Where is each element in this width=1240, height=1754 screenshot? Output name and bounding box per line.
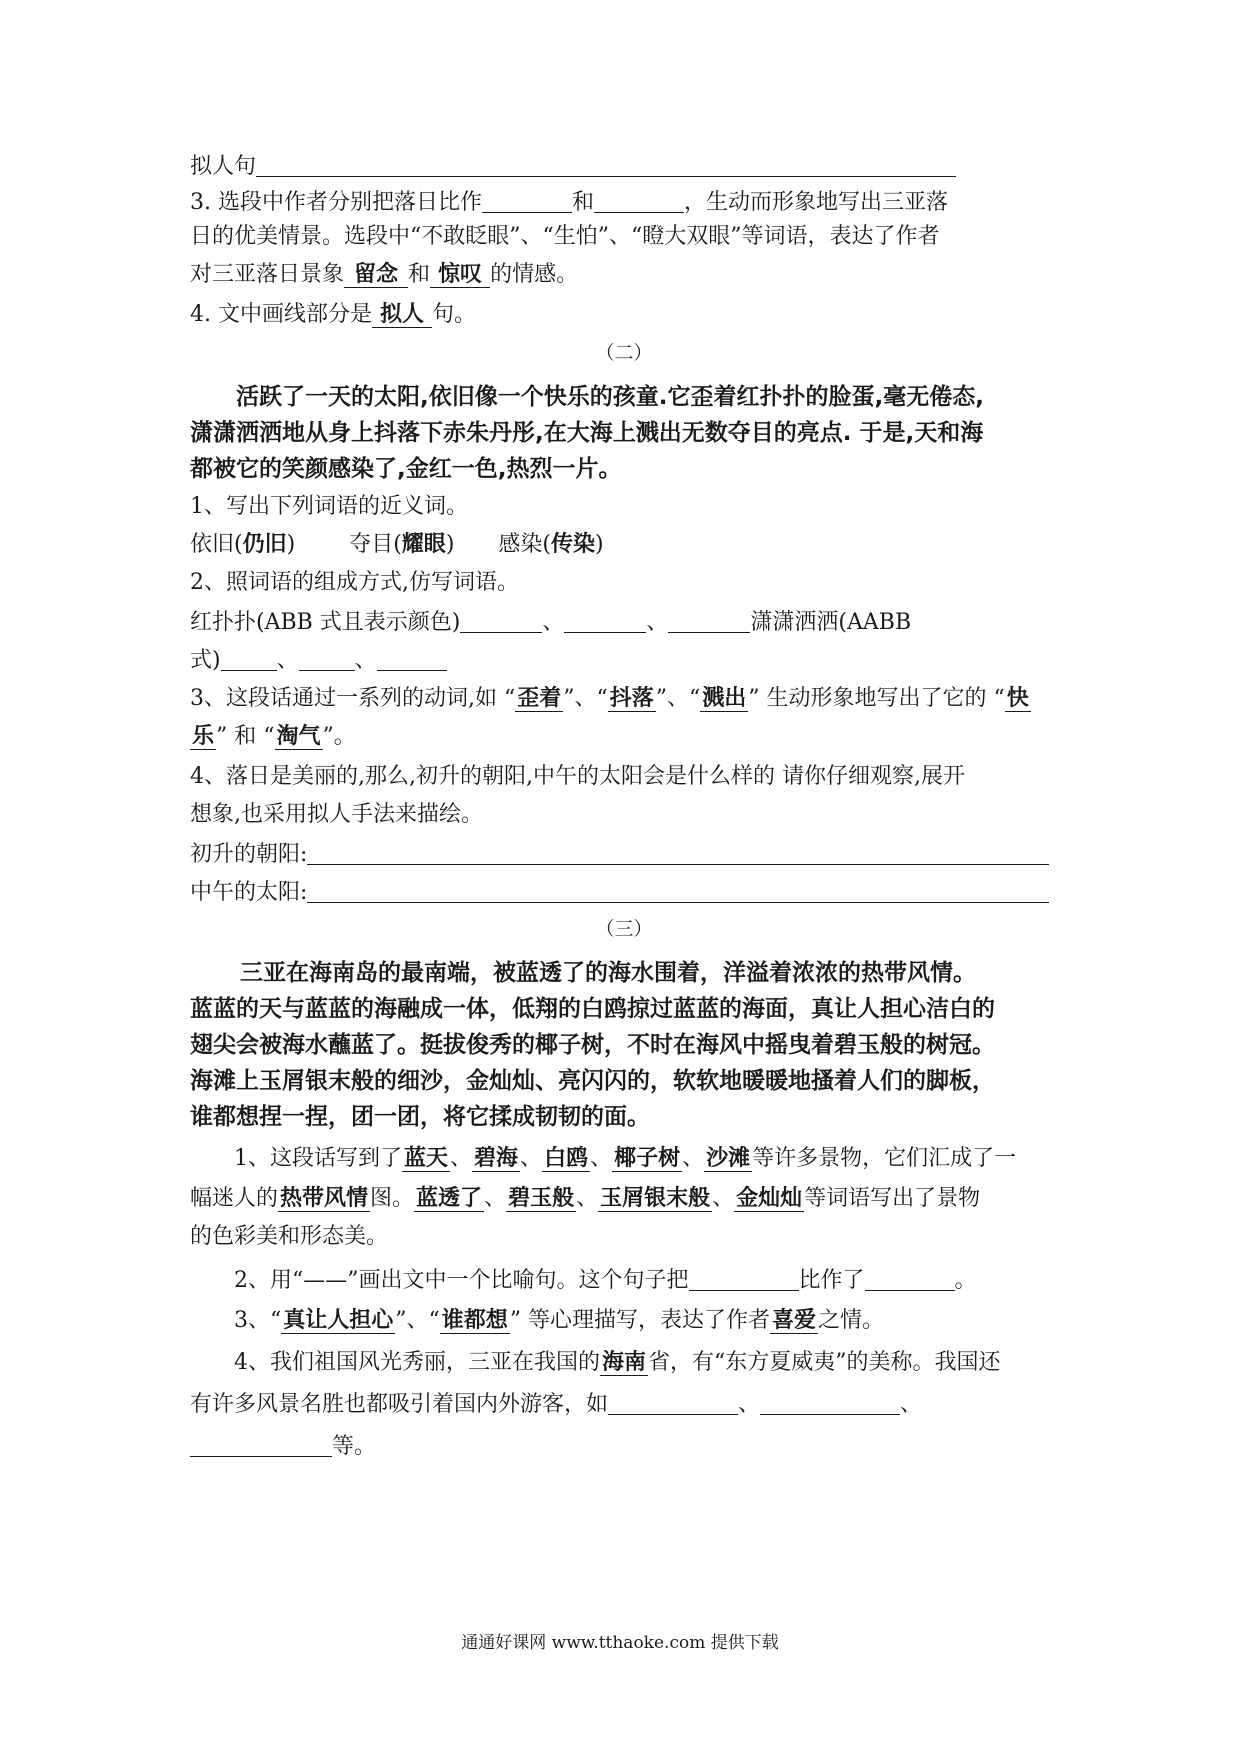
describe-question-line-2: 想象,也采用拟人手法来描绘。 xyxy=(190,802,483,827)
blank-line xyxy=(460,606,542,633)
question-3-line-2: 日的优美情景。选段中“不敢眨眼”、“生怕”、“瞪大双眼”等词语，表达了作者 xyxy=(190,224,940,249)
blank-line xyxy=(377,644,447,671)
passage-3-line-5: 谁都想捏一捏，团一团，将它揉成韧韧的面。 xyxy=(190,1104,650,1130)
blank-line xyxy=(482,186,572,213)
noon-sun-line: 中午的太阳: xyxy=(190,876,1058,908)
personification-label: 拟人句 xyxy=(190,154,257,179)
question-3-line-1: 3. 选段中作者分别把落日比作 和 ，生动而形象地写出三亚落 xyxy=(190,186,1058,218)
blank-line xyxy=(865,1264,955,1291)
psychology-question: 3、“真让人担心”、“谁都想” 等心理描写，表达了作者喜爱之情。 xyxy=(234,1308,885,1333)
personification-answer-line xyxy=(190,150,1058,182)
answer-yaoyan: 耀眼 xyxy=(401,532,446,557)
scenic-question-line-2: 有许多风景名胜也都吸引着国内外游客，如 、 、 xyxy=(190,1388,1058,1420)
answer-liunian: 留念 xyxy=(344,262,408,288)
scenery-question-line-2: 幅迷人的热带风情图。蓝透了、碧玉般、玉屑银末般、金灿灿等词语写出了景物 xyxy=(190,1186,981,1211)
blank-line xyxy=(668,606,750,633)
scenery-question-line-1: 1、这段话写到了蓝天、碧海、白鸥、椰子树、沙滩等许多景物，它们汇成了一 xyxy=(234,1146,1017,1171)
blank-line xyxy=(190,1430,332,1457)
passage-3-line-4: 海滩上玉屑银末般的细沙，金灿灿、亮闪闪的，软软地暖暖地搔着人们的脚板， xyxy=(190,1068,995,1094)
section-3-heading: （三） xyxy=(595,918,653,940)
answer-chuanran: 传染 xyxy=(551,532,596,557)
blank-line xyxy=(221,644,277,671)
blank-line xyxy=(307,876,1049,903)
blank-line xyxy=(689,1264,799,1291)
scenic-question-line-1: 4、我们祖国风光秀丽，三亚在我国的海南省，有“东方夏威夷”的美称。我国还 xyxy=(234,1350,1001,1375)
blank-line xyxy=(594,186,684,213)
passage-2-line-3: 都被它的笑颜感染了,金红一色,热烈一片。 xyxy=(190,456,622,482)
passage-2-line-1: 活跃了一天的太阳,依旧像一个快乐的孩童.它歪着红扑扑的脸蛋,毫无倦态, xyxy=(236,384,984,410)
answer-rengjiu: 仍旧 xyxy=(242,532,287,557)
section-2-heading: （二） xyxy=(595,342,653,364)
synonym-question: 1、写出下列词语的近义词。 xyxy=(190,494,468,519)
passage-3-line-2: 蓝蓝的天与蓝蓝的海融成一体，低翔的白鸥掠过蓝蓝的海面，真让人担心洁白的 xyxy=(190,996,995,1022)
blank-line xyxy=(564,606,646,633)
passage-3-line-3: 翅尖会被海水蘸蓝了。挺拔俊秀的椰子树，不时在海风中摇曳着碧玉般的树冠。 xyxy=(190,1032,995,1058)
question-4: 4. 文中画线部分是 拟人 句。 xyxy=(190,302,477,327)
synonym-answers: 依旧(仍旧) 夺目(耀眼) 感染(传染) xyxy=(190,532,604,557)
scenery-question-line-3: 的色彩美和形态美。 xyxy=(190,1224,389,1249)
blank-line xyxy=(299,644,355,671)
answer-niren: 拟人 xyxy=(372,302,432,328)
describe-question-line-1: 4、落日是美丽的,那么,初升的朝阳,中午的太阳会是什么样的 请你仔细观察,展开 xyxy=(190,764,965,789)
page-footer: 通通好课网 www.tthaoke.com 提供下载 xyxy=(461,1633,779,1653)
imitation-question: 2、照词语的组成方式,仿写词语。 xyxy=(190,570,519,595)
blank-line xyxy=(760,1388,900,1415)
question-3-line-3: 对三亚落日景象 留念 和 惊叹 的情感。 xyxy=(190,262,579,287)
verb-question-line-2: 乐” 和 “淘气”。 xyxy=(192,724,356,749)
scenic-question-line-3: 等。 xyxy=(190,1430,1058,1462)
blank-line xyxy=(307,838,1049,865)
passage-2-line-2: 潇潇洒洒地从身上抖落下赤朱丹彤,在大海上溅出无数夺目的亮点. 于是,天和海 xyxy=(190,420,984,446)
blank-line xyxy=(256,150,956,177)
imitation-line-2: 式) 、 、 xyxy=(190,644,1058,676)
morning-sun-line: 初升的朝阳: xyxy=(190,838,1058,870)
metaphor-question: 2、用“——”画出文中一个比喻句。这个句子把 比作了 。 xyxy=(190,1264,1058,1296)
verb-question-line-1: 3、这段话通过一系列的动词,如 “歪着”、“抖落”、“溅出” 生动形象地写出了它的 “快 xyxy=(190,686,1029,711)
imitation-line-1: 红扑扑(ABB 式且表示颜色) 、 、 潇潇洒洒(AABB xyxy=(190,606,1058,638)
answer-jingtan: 惊叹 xyxy=(430,262,490,288)
blank-line xyxy=(608,1388,738,1415)
passage-3-line-1: 三亚在海南岛的最南端，被蓝透了的海水围着，洋溢着浓浓的热带风情。 xyxy=(240,960,976,986)
